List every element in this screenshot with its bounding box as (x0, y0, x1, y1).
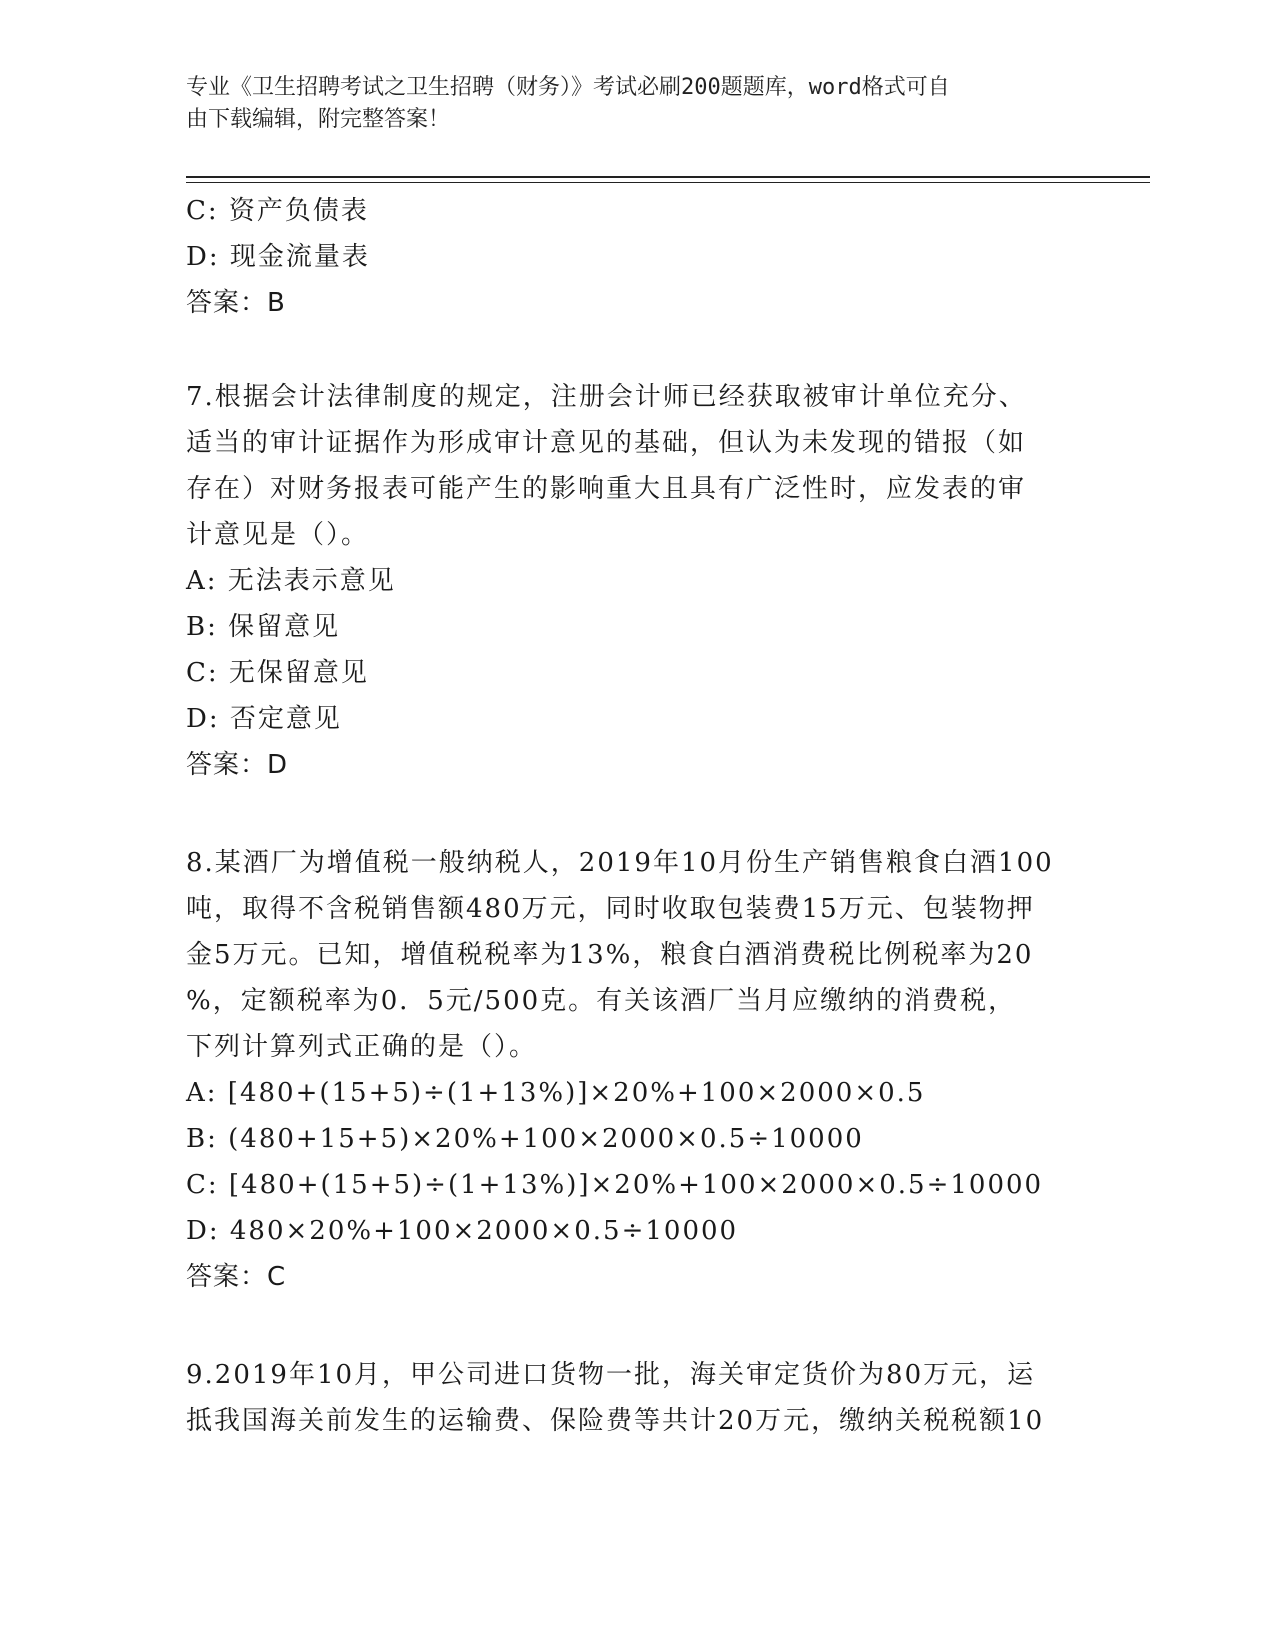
question-spacer (186, 788, 1106, 840)
question-8 (186, 840, 1106, 1300)
q6-option-d: D: 现金流量表 (186, 242, 370, 272)
q6-option-c: C: 资产负债表 (186, 196, 369, 226)
q8-option-d: D: 480×20%+100×2000×0.5÷10000 (186, 1216, 739, 1246)
header-divider-thin (186, 182, 1150, 183)
document-body (186, 188, 1106, 1444)
q8-stem-line: 金5万元。已知，增值税税率为13%，粮食白酒消费税比例税率为20 (186, 940, 1034, 970)
q7-option-b: B: 保留意见 (186, 612, 341, 642)
q8-answer: 答案：C (186, 1262, 287, 1292)
q8-stem-line: 吨，取得不含税销售额480万元，同时收取包装费15万元、包装物押 (186, 894, 1035, 924)
q9-stem-line: 抵我国海关前发生的运输费、保险费等共计20万元，缴纳关税税额10 (186, 1406, 1045, 1436)
q7-option-c: C: 无保留意见 (186, 658, 369, 688)
q7-option-a: A: 无法表示意见 (186, 566, 396, 596)
question-spacer (186, 1300, 1106, 1352)
header-divider-thick (186, 176, 1150, 178)
q8-stem-line: 下列计算列式正确的是（）。 (186, 1032, 538, 1062)
header-title-line-2: 由下载编辑，附完整答案！ (186, 107, 451, 132)
q7-stem-line: 计意见是（）。 (186, 520, 370, 550)
question-9 (186, 1352, 1106, 1444)
q6-answer: 答案：B (186, 288, 286, 318)
q7-stem-line: 适当的审计证据作为形成审计意见的基础，但认为未发现的错报（如 (186, 428, 1027, 458)
q7-option-d: D: 否定意见 (186, 704, 342, 734)
q7-stem-line: 存在）对财务报表可能产生的影响重大且具有广泛性时，应发表的审 (186, 474, 1027, 504)
header-title-line-1: 专业《卫生招聘考试之卫生招聘（财务）》考试必刷200题题库，word格式可自 (186, 75, 950, 100)
q8-option-c: C: [480+(15+5)÷(1+13%)]×20%+100×2000×0.5÷10000 (186, 1170, 1044, 1200)
q8-stem-line: %，定额税率为0．5元/500克。有关该酒厂当月应缴纳的消费税， (186, 986, 1017, 1016)
q9-stem-line: 9.2019年10月，甲公司进口货物一批，海关审定货价为80万元，运 (186, 1360, 1036, 1390)
q7-answer: 答案：D (186, 750, 289, 780)
q8-option-b: B: (480+15+5)×20%+100×2000×0.5÷10000 (186, 1124, 864, 1154)
page-header (186, 72, 1086, 136)
question-6-tail (186, 188, 1106, 326)
q8-stem-line: 8.某酒厂为增值税一般纳税人，2019年10月份生产销售粮食白酒100 (186, 848, 1054, 878)
q8-option-a: A: [480+(15+5)÷(1+13%)]×20%+100×2000×0.5 (186, 1078, 926, 1108)
question-7 (186, 374, 1106, 788)
q7-stem-line: 7.根据会计法律制度的规定，注册会计师已经获取被审计单位充分、 (186, 382, 1027, 412)
question-spacer (186, 326, 1106, 374)
